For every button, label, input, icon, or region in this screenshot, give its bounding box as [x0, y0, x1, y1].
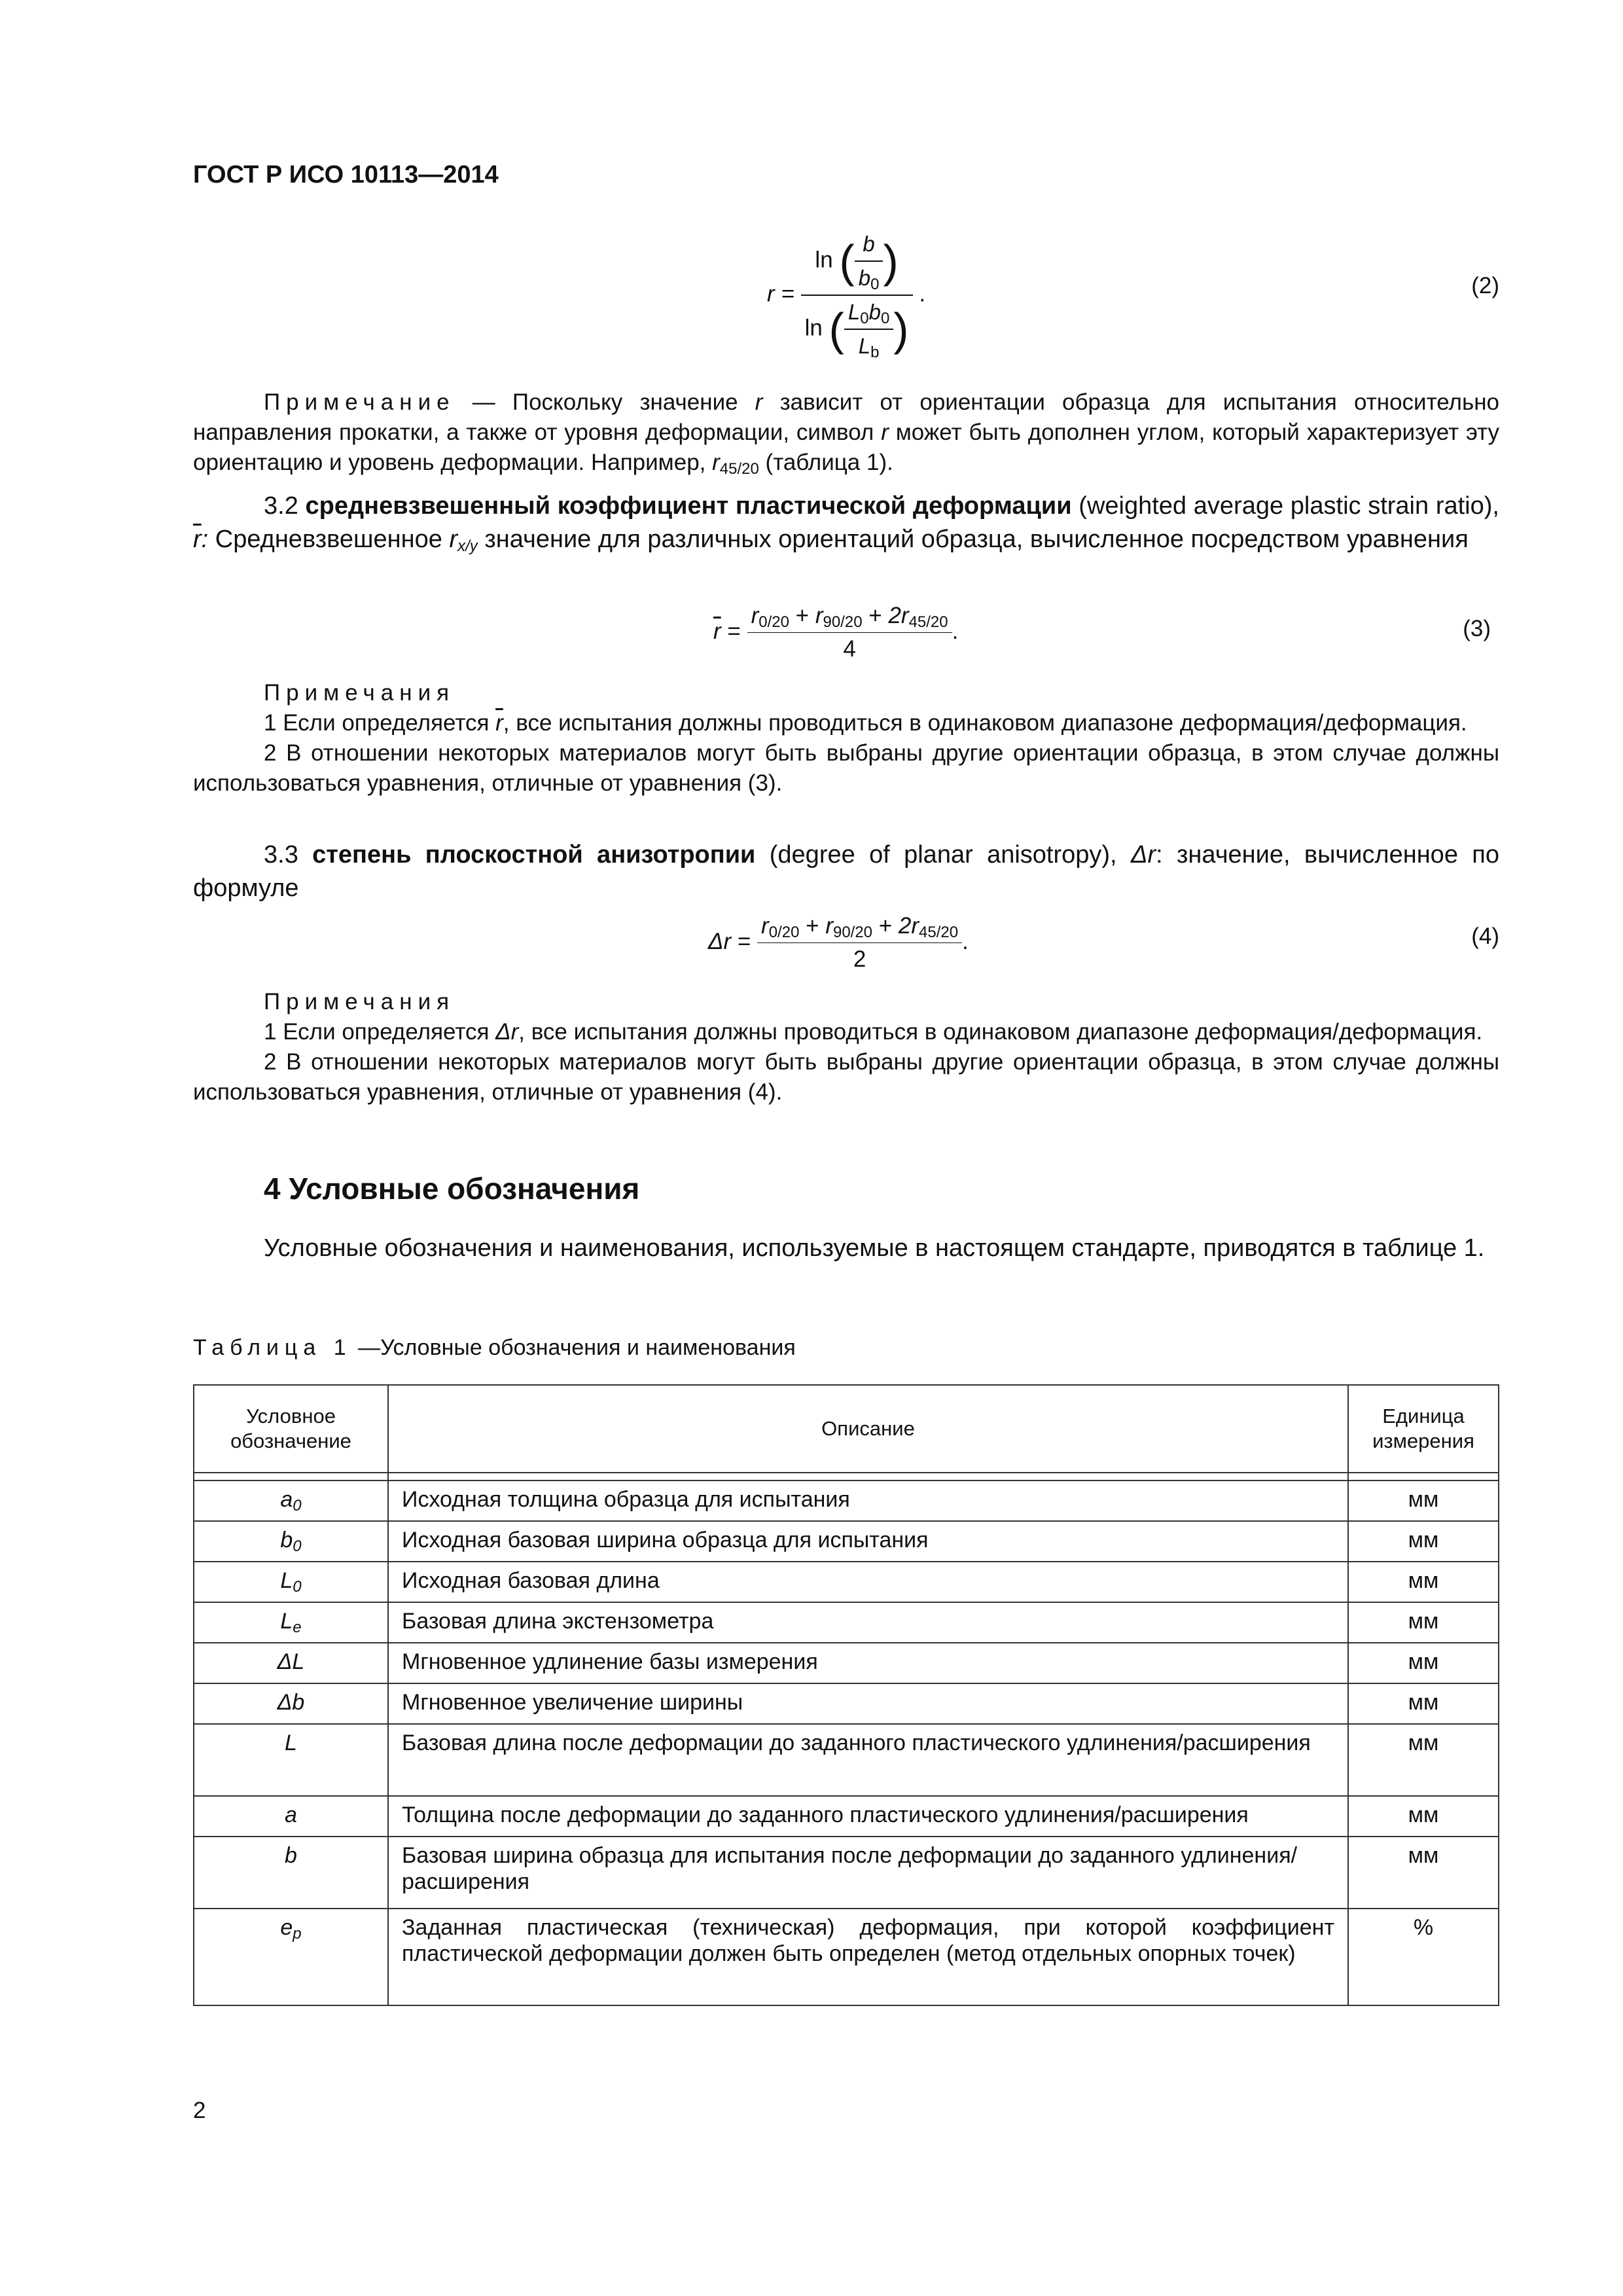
- unit-cell: %: [1348, 1909, 1499, 2005]
- eq2-b0: b: [858, 266, 871, 290]
- symbol-sub: 0: [293, 1537, 302, 1555]
- paren-open-icon: (: [829, 304, 844, 355]
- standard-designation: ГОСТ Р ИСО 10113—2014: [193, 161, 499, 188]
- notes-eq4-item-1-b: , все испытания должны проводиться в одинаковом диапазоне деформация/деформация.: [518, 1019, 1483, 1045]
- note-text-4: (таблица 1).: [758, 450, 893, 475]
- notes-eq4-item-2: 2 В отношении некоторых материалов могут быть выбраны другие ориентации образца, в этом случае должны использоваться уравнения, отличные от уравнения (4).: [193, 1049, 1499, 1105]
- eq2-b0b: b: [868, 300, 881, 324]
- notes-eq3: [193, 678, 1499, 798]
- eq2-tail: .: [919, 281, 926, 307]
- section-4-text: Условные обозначения и наименования, используемые в настоящем стандарте, приводятся в таблице 1.: [264, 1234, 1485, 1262]
- eq3-fraction: [747, 601, 952, 664]
- eq3-r90-sub: 90/20: [823, 613, 863, 631]
- equation-2-number: (2): [1471, 273, 1499, 298]
- notes-eq4-item-1: [193, 1017, 1499, 1047]
- symbol-cell: [194, 1480, 388, 1521]
- notes-eq4-item-1-a: 1 Если определяется: [264, 1019, 496, 1045]
- notes-eq3-item-1-b: , все испытания должны проводиться в одинаковом диапазоне деформация/деформация.: [503, 710, 1467, 736]
- equation-3-number: (3): [1463, 616, 1491, 641]
- table-row: [194, 1837, 1499, 1909]
- clause-3-3-text: : значение, вычисленное по формуле: [193, 841, 1500, 902]
- symbol-cell: [194, 1643, 388, 1683]
- clause-3-2-rxy-sub: x/y: [457, 537, 478, 555]
- unit-cell: мм: [1348, 1480, 1499, 1521]
- unit-cell: мм: [1348, 1562, 1499, 1602]
- symbol-cell: [194, 1521, 388, 1562]
- eq2-lhs: r =: [767, 281, 794, 307]
- clause-3-3-english: (degree of planar anisotropy),: [755, 841, 1131, 869]
- eq3-plus-2: +: [862, 603, 889, 628]
- eq3-numerator: [747, 601, 952, 633]
- notes-eq3-item-1-a: 1 Если определяется: [264, 710, 496, 736]
- notes-eq3-item-2: 2 В отношении некоторых материалов могут быть выбраны другие ориентации образца, в этом случае должны использоваться уравнения, отличные от уравнения (3).: [193, 740, 1499, 796]
- paren-open-icon: (: [839, 236, 855, 287]
- symbol-cell: [194, 1909, 388, 2005]
- clause-3-2-rbar: $\overline{r}$: [193, 526, 202, 553]
- note-dash: —: [455, 389, 512, 415]
- clause-3-2-r: r: [449, 526, 458, 553]
- symbol: L: [280, 1609, 293, 1634]
- eq4-r90-sub: 90/20: [832, 924, 873, 941]
- note-r-symbol: r: [755, 389, 763, 415]
- table-row: [194, 1724, 1499, 1796]
- unit-cell: мм: [1348, 1643, 1499, 1683]
- note-label: Примечание: [264, 389, 455, 415]
- table-header-symbol: Условное обозначение: [194, 1385, 388, 1473]
- eq2-Lb: L: [858, 334, 871, 358]
- eq2-L0-sub: 0: [860, 310, 869, 327]
- description-cell: Базовая длина экстензометра: [388, 1602, 1348, 1643]
- eq4-fraction: [757, 911, 962, 975]
- description-cell: Исходная базовая ширина образца для испытания: [388, 1521, 1348, 1562]
- symbol-cell: [194, 1602, 388, 1643]
- description-cell: Исходная толщина образца для испытания: [388, 1480, 1348, 1521]
- table-row: [194, 1562, 1499, 1602]
- eq2-L0: L: [847, 300, 861, 324]
- clause-3-2: [193, 490, 1499, 556]
- clause-3-2-text-1: Средневзвешенное: [208, 526, 450, 553]
- notes-eq3-rbar: $\overline{r}$: [495, 710, 503, 736]
- eq2-inner-frac-bottom: [844, 297, 893, 361]
- eq4-lhs: Δr: [708, 928, 732, 954]
- eq2-denominator: [801, 296, 913, 361]
- note-text-2: зависит от ориентации образца для испытания относительно направления прокатки, а также от уровня деформации, символ: [193, 389, 1499, 445]
- clause-3-2-english: (weighted average plastic strain ratio),: [1071, 492, 1499, 520]
- notes-eq4: [193, 987, 1499, 1107]
- symbol-sub: e: [293, 1619, 302, 1636]
- note-r-sub: 45/20: [719, 460, 759, 478]
- symbol-sub: 0: [293, 1578, 302, 1596]
- table-header-description: Описание: [388, 1385, 1348, 1473]
- eq2-numerator: [801, 229, 913, 296]
- unit-cell: мм: [1348, 1796, 1499, 1837]
- eq2-b: b: [863, 232, 875, 256]
- unit-cell: мм: [1348, 1602, 1499, 1643]
- eq3-denominator: 4: [843, 636, 856, 662]
- table-1-caption-label: Таблица 1: [193, 1335, 352, 1360]
- symbol: L: [280, 1568, 293, 1593]
- table-row: [194, 1683, 1499, 1724]
- equation-2: [767, 229, 925, 361]
- note-eq2: [193, 387, 1499, 478]
- table-row: [194, 1643, 1499, 1683]
- clause-3-2-number: 3.2: [264, 492, 306, 520]
- paren-close-icon: ): [883, 236, 899, 287]
- clause-3-3-delta-r: Δr: [1130, 841, 1156, 869]
- clause-3-2-colon: :: [201, 526, 209, 553]
- table-1-caption: [193, 1333, 796, 1363]
- table-header-unit: Единица измерения: [1348, 1385, 1499, 1473]
- table-row: [194, 1480, 1499, 1521]
- eq4-2r45-sub: 45/20: [919, 924, 959, 941]
- table-row: [194, 1909, 1499, 2005]
- note-r-symbol-3: r: [712, 450, 720, 475]
- symbol-cell: [194, 1724, 388, 1796]
- symbol: e: [280, 1915, 293, 1940]
- description-cell: Базовая ширина образца для испытания после деформации до заданного удлинения/расширения: [388, 1837, 1348, 1909]
- description-cell: Заданная пластическая (техническая) деформация, при которой коэффициент пластической деформации должен быть определен (метод отдельных опорных точек): [388, 1909, 1348, 2005]
- symbol: a: [285, 1803, 297, 1827]
- eq4-2r45: 2r: [898, 913, 919, 939]
- note-text-3: может быть дополнен углом, который характеризует эту ориентацию и уровень деформации. Например,: [193, 420, 1499, 475]
- eq4-r0-sub: 0/20: [768, 924, 800, 941]
- symbol-cell: [194, 1837, 388, 1909]
- symbol: Δb: [277, 1690, 305, 1715]
- eq2-ln-top: ln: [815, 247, 833, 273]
- eq4-r90: r: [825, 913, 833, 939]
- eq4-equals: =: [731, 928, 751, 954]
- equation-3: [713, 601, 958, 664]
- notes-eq3-item-1: [193, 708, 1499, 738]
- eq3-r0: r: [751, 603, 759, 628]
- clause-3-2-text-2: значение для различных ориентаций образца, вычисленное посредством уравнения: [477, 526, 1469, 553]
- notes-eq4-delta-r: Δr: [495, 1019, 519, 1045]
- table-header-row: [194, 1385, 1499, 1473]
- description-cell: Исходная базовая длина: [388, 1562, 1348, 1602]
- eq2-Lb-sub: b: [870, 344, 880, 361]
- eq4-denominator: 2: [853, 946, 866, 972]
- eq4-tail: .: [962, 928, 969, 954]
- clause-3-3-number: 3.3: [264, 841, 313, 869]
- eq3-lhs: $\overline{r}$: [713, 618, 721, 644]
- unit-cell: мм: [1348, 1683, 1499, 1724]
- symbol: L: [285, 1731, 297, 1755]
- symbol: ΔL: [277, 1649, 305, 1674]
- eq2-fraction: [801, 229, 913, 361]
- eq3-equals: =: [721, 618, 741, 644]
- unit-cell: мм: [1348, 1837, 1499, 1909]
- eq2-inner-frac-top: [855, 229, 883, 293]
- paren-close-icon: ): [893, 304, 909, 355]
- eq4-plus-2: +: [872, 913, 899, 939]
- unit-cell: мм: [1348, 1724, 1499, 1796]
- notes-eq3-label: Примечания: [264, 680, 455, 706]
- equation-4-number: (4): [1471, 924, 1499, 949]
- table-1-caption-text: —Условные обозначения и наименования: [351, 1335, 796, 1360]
- description-cell: Толщина после деформации до заданного пластического удлинения/расширения: [388, 1796, 1348, 1837]
- clause-3-2-term: средневзвешенный коэффициент пластической деформации: [305, 492, 1072, 520]
- eq2-b0-sub: 0: [870, 276, 880, 293]
- eq3-2r45: 2r: [888, 603, 909, 628]
- eq4-plus-1: +: [799, 913, 826, 939]
- section-4-heading: 4 Условные обозначения: [264, 1172, 640, 1206]
- symbol-cell: [194, 1683, 388, 1724]
- page-number: 2: [193, 2098, 206, 2123]
- note-r-symbol-2: r: [881, 420, 889, 445]
- clause-3-3-term: степень плоскостной анизотропии: [312, 841, 756, 869]
- clause-3-3: [193, 838, 1499, 905]
- notes-eq4-label: Примечания: [264, 989, 455, 1014]
- note-text-1: Поскольку значение: [512, 389, 755, 415]
- eq4-numerator: [757, 911, 962, 943]
- symbol: a: [280, 1487, 293, 1512]
- eq2-b0b-sub: 0: [880, 310, 890, 327]
- table-row: [194, 1521, 1499, 1562]
- description-cell: Мгновенное удлинение базы измерения: [388, 1643, 1348, 1683]
- eq3-tail: .: [952, 618, 959, 644]
- eq3-2r45-sub: 45/20: [908, 613, 948, 631]
- symbol-sub: 0: [293, 1497, 302, 1515]
- table-1: [193, 1384, 1499, 2006]
- table-row: [194, 1796, 1499, 1837]
- symbol: b: [280, 1528, 293, 1552]
- table-row: [194, 1602, 1499, 1643]
- unit-cell: мм: [1348, 1521, 1499, 1562]
- symbol-cell: [194, 1562, 388, 1602]
- equation-4: [708, 911, 969, 975]
- table-gap-row: [194, 1473, 1499, 1480]
- symbol-sub: p: [293, 1925, 302, 1943]
- eq3-plus-1: +: [789, 603, 815, 628]
- eq4-r0: r: [761, 913, 769, 939]
- eq2-ln-bottom: ln: [804, 315, 823, 341]
- eq3-r90: r: [815, 603, 823, 628]
- description-cell: Мгновенное увеличение ширины: [388, 1683, 1348, 1724]
- symbol: b: [285, 1843, 297, 1868]
- description-cell: Базовая длина после деформации до заданного пластического удлинения/расширения: [388, 1724, 1348, 1796]
- symbol-cell: [194, 1796, 388, 1837]
- eq3-r0-sub: 0/20: [758, 613, 789, 631]
